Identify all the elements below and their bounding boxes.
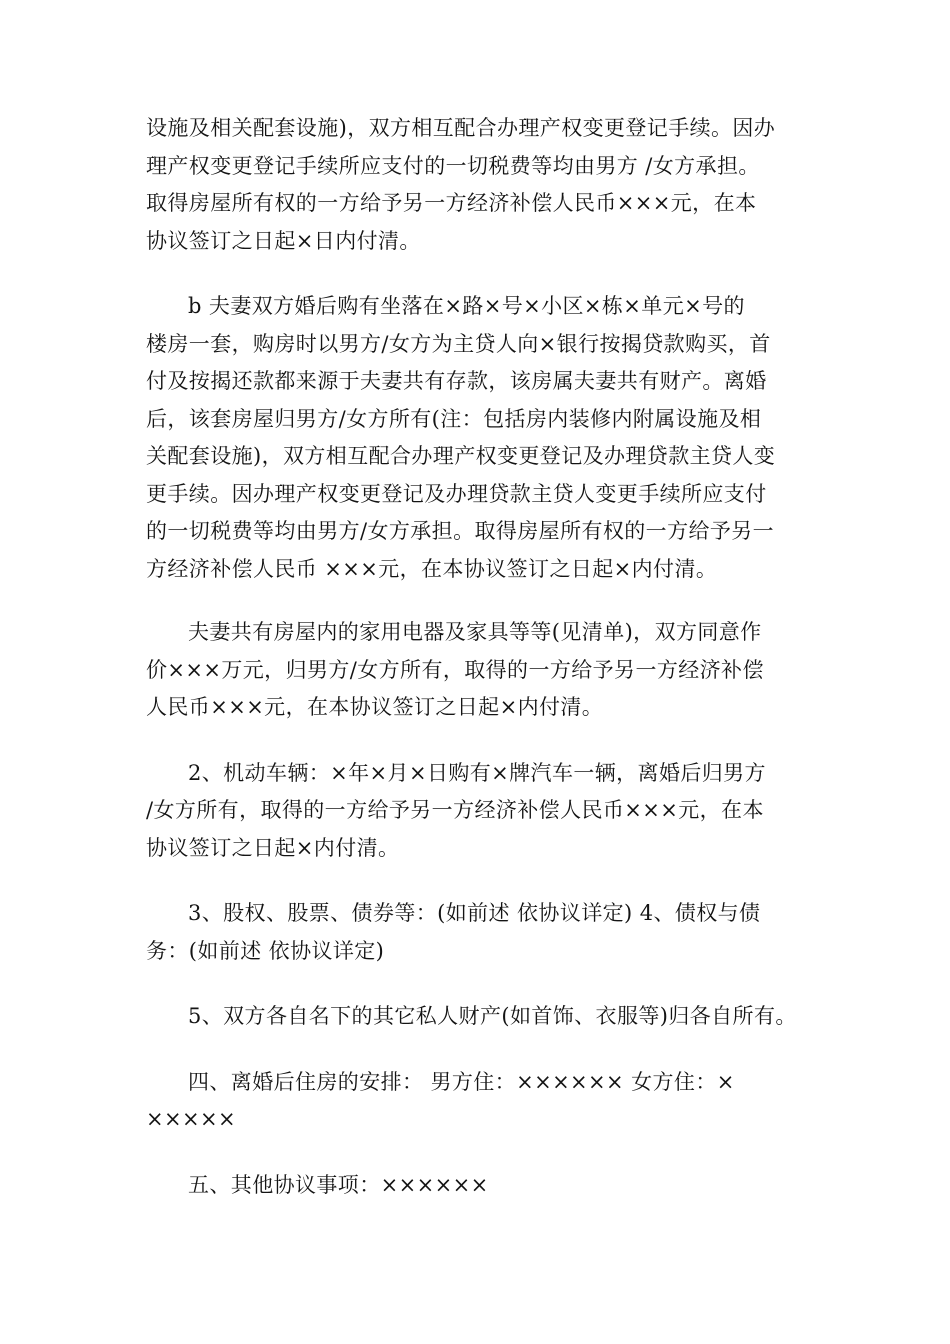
text-line: ××××× — [146, 1107, 236, 1131]
text-line: 方经济补偿人民币 ×××元，在本协议签订之日起×内付清。 — [146, 556, 718, 581]
text-line: 的一切税费等均由男方/女方承担。取得房屋所有权的一方给予另一 — [146, 519, 775, 543]
paragraph-house-transfer-b — [146, 288, 826, 588]
text-line: /女方所有，取得的一方给予另一方经济补偿人民币×××元，在本 — [146, 798, 764, 822]
text-line: 5、双方各自名下的其它私人财产(如首饰、衣服等)归各自所有。 — [188, 1004, 797, 1028]
text-line: 四、离婚后住房的安排： 男方住：×××××× 女方住：× — [188, 1069, 735, 1094]
text-line: 务：(如前述 依协议详定) — [146, 938, 385, 963]
text-line: 后，该套房屋归男方/女方所有(注：包括房内装修内附属设施及相 — [146, 406, 762, 431]
text-line: 设施及相关配套设施)，双方相互配合办理产权变更登记手续。因办 — [146, 116, 776, 140]
text-line: 价×××万元，归男方/女方所有，取得的一方给予另一方经济补偿 — [146, 657, 764, 682]
text-line: 3、股权、股票、债券等：(如前述 依协议详定) 4、债权与债 — [188, 901, 761, 925]
paragraph-house-transfer-a — [146, 110, 826, 260]
text-line: 夫妻共有房屋内的家用电器及家具等等(见清单)，双方同意作 — [188, 620, 762, 644]
text-line: 付及按揭还款都来源于夫妻共有存款，该房属夫妻共有财产。离婚 — [146, 369, 767, 393]
text-line: 协议签订之日起×内付清。 — [146, 835, 400, 860]
paragraph-equity-debts — [146, 895, 826, 970]
paragraph-housing-arrangement — [146, 1064, 826, 1139]
text-line: 五、其他协议事项：×××××× — [188, 1172, 489, 1197]
text-line: 关配套设施)，双方相互配合办理产权变更登记及办理贷款主贷人变 — [146, 444, 776, 468]
text-line: 楼房一套，购房时以男方/女方为主贷人向×银行按揭贷款购买，首 — [146, 331, 771, 356]
text-line: 理产权变更登记手续所应支付的一切税费等均由男方 /女方承担。 — [146, 153, 760, 178]
document-body — [146, 110, 826, 1232]
text-line: 人民币×××元，在本协议签订之日起×内付清。 — [146, 695, 604, 719]
text-line: 更手续。因办理产权变更登记及办理贷款主贷人变更手续所应支付 — [146, 481, 767, 506]
paragraph-private-property — [146, 998, 826, 1036]
text-line: 协议签订之日起×日内付清。 — [146, 228, 421, 253]
text-line: 取得房屋所有权的一方给予另一方经济补偿人民币×××元，在本 — [146, 191, 757, 215]
paragraph-other-matters — [146, 1167, 826, 1205]
text-line: b 夫妻双方婚后购有坐落在×路×号×小区×栋×单元×号的 — [188, 294, 745, 318]
paragraph-household-items — [146, 614, 826, 727]
text-line: 2、机动车辆：×年×月×日购有×牌汽车一辆，离婚后归男方 — [188, 760, 766, 785]
paragraph-vehicles — [146, 755, 826, 868]
